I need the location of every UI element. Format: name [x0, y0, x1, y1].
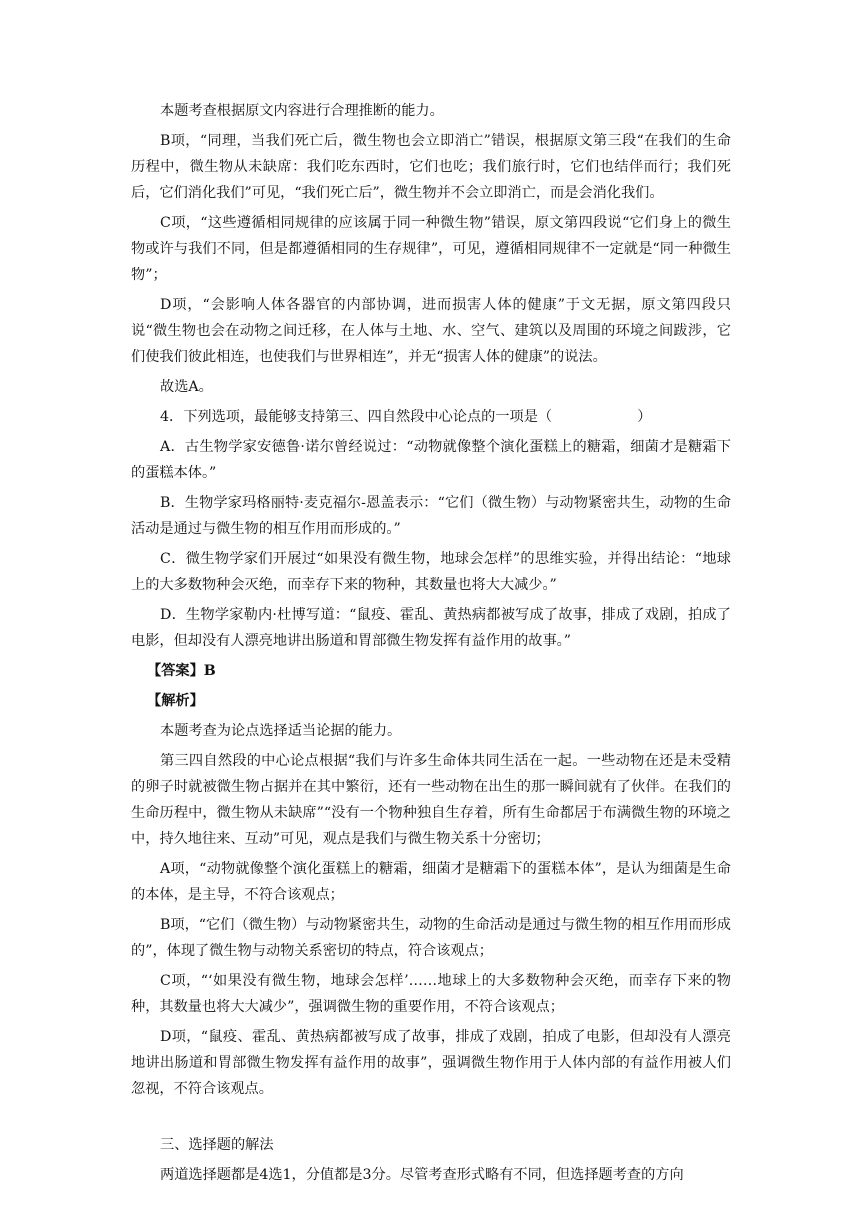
question-4-option-d: D．生物学家勒内·杜博写道：“鼠疫、霍乱、黄热病都被写成了故事，排成了戏剧，拍成了电影，但却没有人漂亮地讲出肠道和胃部微生物发挥有益作用的故事。”: [131, 607, 731, 649]
analysis-option-c: C项，“‘如果没有微生物，地球会怎样’……地球上的大多数物种会灭绝，而幸存下来的物种，其数量也将大大减少”，强调微生物的重要作用，不符合该观点；: [131, 973, 731, 1015]
section-spacer: [131, 1106, 731, 1132]
option-d-analysis: D项，“会影响人体各器官的内部协调，进而损害人体的健康”于文无据，原文第四段只说“微生物也会在动物之间迁移，在人体与土地、水、空气、建筑以及周围的环境之间跋涉，它们使我们彼此相连，也使我们与世界相连”，并无“损害人体的健康”的说法。: [131, 297, 731, 365]
analysis-option-d: D项，“鼠疫、霍乱、黄热病都被写成了故事，排成了戏剧，拍成了电影，但却没有人漂亮地讲出肠道和胃部微生物发挥有益作用的故事”，强调微生物作用于人体内部的有益作用被人们忽视，不符合该观点。: [131, 1029, 731, 1097]
question-4: 4．下列选项，最能够支持第三、四自然段中心论点的一项是（ ）: [160, 409, 652, 425]
section-heading: 三、选择题的解法: [160, 1137, 274, 1153]
question-4-option-a: A．古生物学家安德鲁·诺尔曾经说过：“动物就像整个演化蛋糕上的糖霜，细菌才是糖霜下的蛋糕本体。”: [131, 439, 731, 481]
answer-label: 【答案】B: [147, 663, 216, 679]
option-c-analysis: C项，“这些遵循相同规律的应该属于同一种微生物”错误，原文第四段说“它们身上的微生物或许与我们不同，但是都遵循相同的生存规律”，可见，遵循相同规律不一定就是“同一种微生物”；: [131, 215, 731, 283]
analysis-option-a: A项，“动物就像整个演化蛋糕上的糖霜，细菌才是糖霜下的蛋糕本体”，是认为细菌是生命的本体，是主导，不符合该观点；: [131, 861, 731, 903]
document-body: [131, 98, 731, 1192]
analysis-central-argument: 第三四自然段的中心论点根据“我们与许多生命体共同生活在一起。一些动物在还是未受精的卵子时就被微生物占据并在其中繁衍，还有一些动物在出生的那一瞬间就有了伙伴。在我们的生命历程中，微生物从未缺席”“没有一个物种独自生存着，所有生命都居于布满微生物的环境之中，持久地往来、互动”可见，观点是我们与微生物关系十分密切；: [131, 753, 731, 847]
question-4-option-b: B．生物学家玛格丽特·麦克福尔-恩盖表示：“它们（微生物）与动物紧密共生，动物的生命活动是通过与微生物的相互作用而形成的。”: [131, 495, 731, 537]
intro-paragraph: 本题考查根据原文内容进行合理推断的能力。: [160, 103, 444, 119]
analysis-label: 【解析】: [147, 693, 204, 709]
section-paragraph: 两道选择题都是4选1，分值都是3分。尽管考查形式略有不同，但选择题考查的方向: [160, 1167, 684, 1183]
question-4-option-c: C．微生物学家们开展过“如果没有微生物，地球会怎样”的思维实验，并得出结论：“地球上的大多数物种会灭绝，而幸存下来的物种，其数量也将大大减少。”: [131, 551, 731, 593]
analysis-intro: 本题考查为论点选择适当论据的能力。: [160, 723, 402, 739]
conclusion-choice: 故选A。: [160, 379, 213, 395]
analysis-option-b: B项，“它们（微生物）与动物紧密共生，动物的生命活动是通过与微生物的相互作用而形成的”，体现了微生物与动物关系密切的特点，符合该观点；: [131, 917, 731, 959]
option-b-analysis: B项，“同理，当我们死亡后，微生物也会立即消亡”错误，根据原文第三段“在我们的生命历程中，微生物从未缺席：我们吃东西时，它们也吃；我们旅行时，它们也结伴而行；我们死后，它们消化我们”可见，“我们死亡后”，微生物并不会立即消亡，而是会消化我们。: [131, 133, 731, 201]
